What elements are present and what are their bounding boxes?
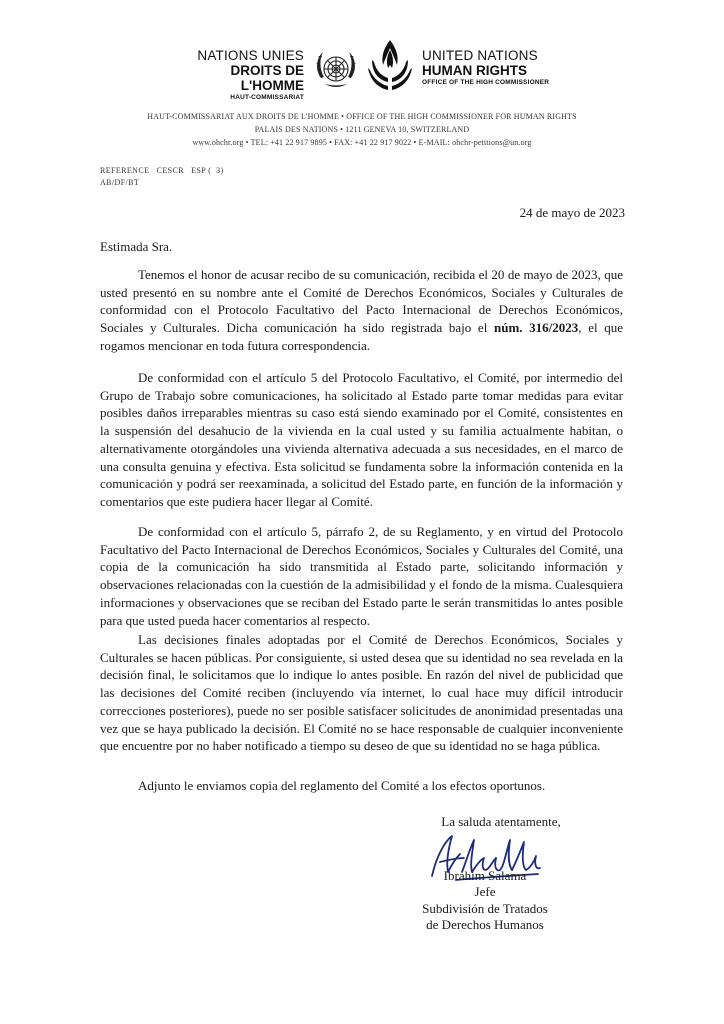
signatory-unit-line-2: de Derechos Humanos bbox=[426, 917, 544, 933]
letterhead-nations-unies: NATIONS UNIES bbox=[197, 48, 304, 63]
letter-date: 24 de mayo de 2023 bbox=[519, 205, 625, 220]
closing-phrase: La saluda atentamente, bbox=[441, 814, 561, 829]
paragraph-transmission: De conformidad con el artículo 5, párrafo 2, de su Reglamento, y en virtud del Protocolo Facultativo del Pacto Internacional de Derechos Económicos, Sociales y Culturales del Comité, una copia de la comunicación ha sido transmitida al Estado parte, solicitando información y observaciones relacionadas con la cuestión de la admisibilidad y el fondo de la misma. Cualesquiera informaciones y observaciones que se reciban del Estado parte le serán transmitidas lo antes posible para que usted pueda hacer comentarios al respecto. bbox=[100, 524, 623, 628]
paragraph-enclosure: Adjunto le enviamos copia del reglamento del Comité a los efectos oportunos. bbox=[138, 778, 546, 793]
signatory-unit-line-1: Subdivisión de Tratados bbox=[422, 900, 548, 916]
letterhead-left bbox=[176, 48, 304, 102]
paragraph-publicity: Las decisiones finales adoptadas por el Comité de Derechos Económicos, Sociales y Culturales se hacen públicas. Por consiguiente, si usted desea que su identidad no sea revelada en la decisión final, le solicitamos que lo indique lo antes posible. En razón del nivel de publicidad que las decisiones del Comité reciben (incluyendo vía internet, lo cual hace muy difícil introducir correcciones posteriores), puede no ser posible satisfacer solicitudes de anonimidad presentadas una vez que se haya publicado la decisión. El Comité no se hace responsable de cualquier inconveniente que encuentre por no haber notificado a tiempo su deseo de que su identidad no se haga pública. bbox=[100, 632, 623, 754]
letterhead-contact-line: www.ohchr.org • TEL: +41 22 917 9895 • FAX: +41 22 917 9022 • E-MAIL: ohchr-petitions@un.org bbox=[192, 138, 532, 147]
paragraph-acknowledgement-text: Tenemos el honor de acusar recibo de su comunicación, recibida el 20 de mayo de 2023, que usted presentó en su nombre ante el Comité de Derechos Económicos, Sociales y Culturales de conformidad con el Protocolo Facultativo del Pacto Internacional de Derechos Económicos, Sociales y Culturales. Dicha comunicación ha sido registrada bajo el bbox=[100, 267, 623, 336]
letterhead-address-line-2: PALAIS DES NATIONS • 1211 GENEVA 10, SWITZERLAND bbox=[254, 125, 470, 134]
reference-initials: AB/DF/BT bbox=[100, 178, 140, 187]
signature-block bbox=[398, 868, 572, 934]
paragraph-interim-measures: De conformidad con el artículo 5 del Protocolo Facultativo, el Comité, por intermedio del Grupo de Trabajo sobre comunicaciones, ha solicitado al Estado parte tomar medidas para evitar posibles daños irreparables mientras su caso está siendo examinado por el Comité, consistentes en la suspensión del desahucio de la vivienda en la cual usted y su familia actualmente habitan, o alternativamente otorgándoles una vivienda alternativa adecuada a sus necesidades, en el marco de una consulta genuina y efectiva. Esta solicitud se fundamenta sobre la información contenida en la comunicación y podrá ser reexaminada, a solicitud del Estado parte, en función de la información y comentarios que este pudiera hacer llegar al Comité. bbox=[100, 370, 623, 509]
registration-number: núm. 316/2023 bbox=[493, 320, 579, 336]
reference-code: REFERENCE CESCR ESP ( 3) bbox=[100, 166, 224, 175]
letterhead-united-nations: UNITED NATIONS bbox=[422, 48, 538, 63]
signatory-title: Jefe bbox=[474, 884, 496, 900]
letterhead-droits-de-lhomme: DROITS DE L'HOMME bbox=[230, 63, 304, 93]
letterhead-office-high-commissioner: OFFICE OF THE HIGH COMMISSIONER bbox=[422, 79, 550, 86]
signatory-name: Ibrahim Salama bbox=[443, 868, 527, 883]
un-emblem-icon bbox=[311, 44, 361, 94]
letterhead-human-rights: HUMAN RIGHTS bbox=[422, 63, 527, 78]
letterhead-right bbox=[422, 48, 582, 87]
salutation: Estimada Sra. bbox=[100, 239, 173, 254]
letterhead-address-line-1: HAUT-COMMISSARIAT AUX DROITS DE L'HOMME • OFFICE OF THE HIGH COMMISSIONER FOR HUMAN RIGHTS bbox=[147, 112, 577, 121]
human-rights-logo-icon bbox=[364, 38, 416, 94]
paragraph-acknowledgement bbox=[100, 266, 623, 355]
letterhead-haut-commissariat: HAUT-COMMISSARIAT bbox=[230, 94, 304, 101]
paragraph-acknowledgement-end: , el que rogamos mencionar en toda futura correspondencia. bbox=[100, 320, 624, 353]
